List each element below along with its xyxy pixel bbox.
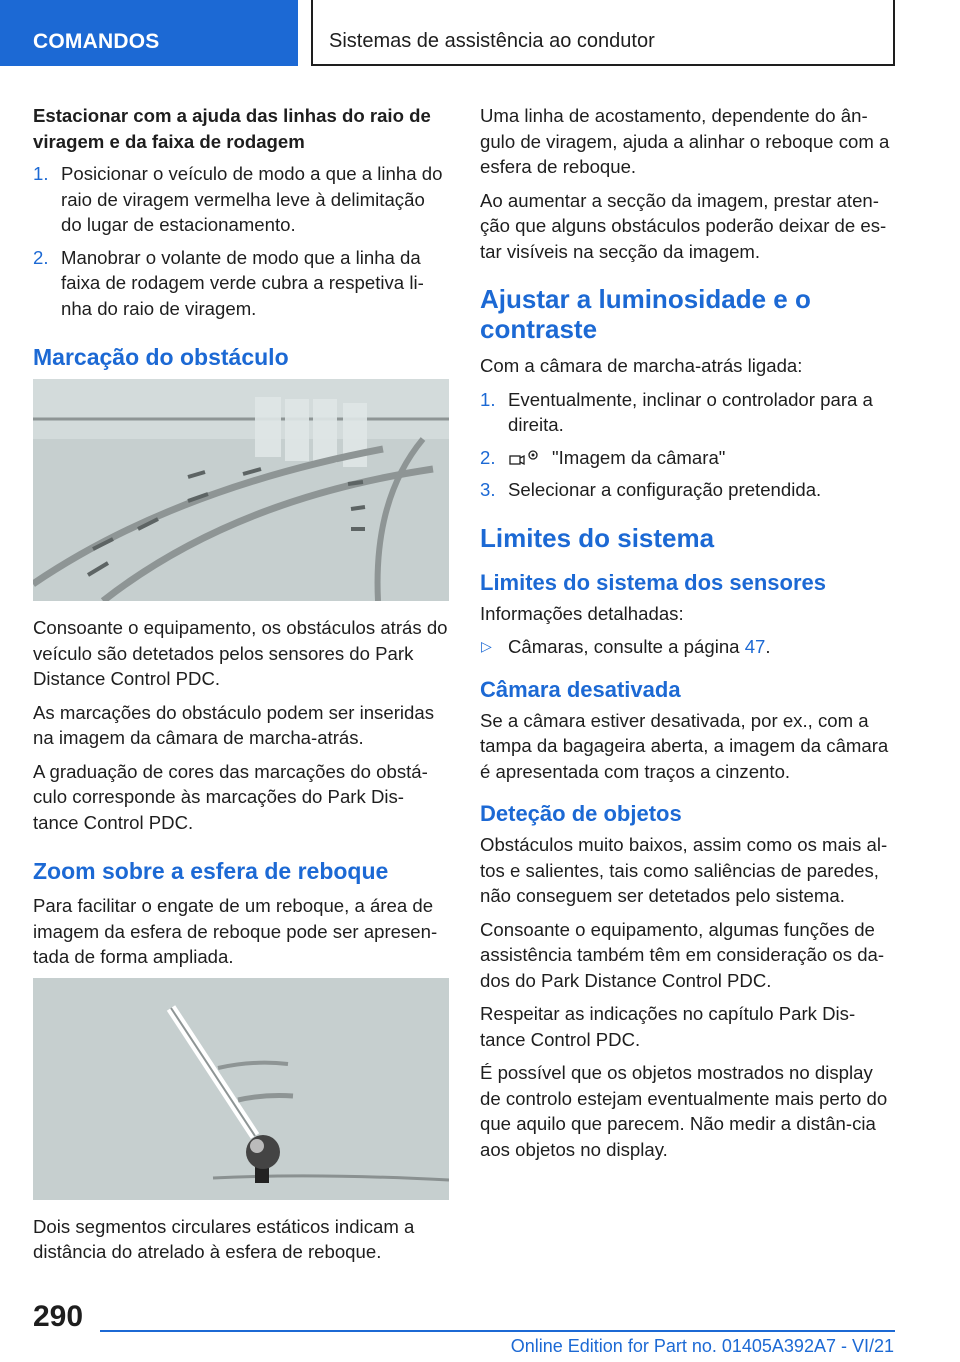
left-column [33,103,449,1273]
brightness-intro: Com a câmara de marcha-atrás ligada: [480,355,803,376]
obstacle-paragraph: A graduação de cores das marcações do obstá-culo corresponde às marcações do Park Dis-tance Control PDC. [33,760,428,833]
section-tab: COMANDOS [0,0,298,66]
obstacle-paragraph: As marcações do obstáculo podem ser inseridas na imagem da câmara de marcha-atrás. [33,701,435,748]
detection-paragraph: Consoante o equipamento, algumas funções de assistência também têm em consideração os da-dos do Park Distance Control PDC. [480,918,885,991]
header-box [311,0,895,66]
zoom-paragraph: Para facilitar o engate de um reboque, a área de imagem da esfera de reboque pode ser apresen-tada de forma ampliada. [33,895,438,967]
step-text: Eventualmente, inclinar o controlador para a direita. [508,388,873,435]
obstacle-heading: Marcação do obstáculo [33,344,289,370]
step-number: 2. [480,446,496,468]
zoom-heading: Zoom sobre a esfera de reboque [33,858,389,884]
camera-settings-icon [508,448,542,468]
chapter-title: Sistemas de assistência ao condutor [329,30,655,52]
triangle-bullet-icon: ▷ [481,638,492,654]
step-number: 1. [33,163,49,184]
footer-edition: Online Edition for Part no. 01405A392A7 - VI/21 [510,1336,894,1356]
bullet-text: Câmaras, consulte a página [508,636,745,657]
detection-paragraph: É possível que os objetos mostrados no display de controlo estejam eventualmente mais perto do que aquilo que parecem. Não medir a distân-cia aos objetos no display. [480,1062,888,1160]
bullet-end: . [765,636,771,657]
camera-off-heading: Câmara desativada [480,676,681,702]
sensor-limits-heading: Limites do sistema dos sensores [480,569,827,595]
step-number: 3. [480,479,496,500]
step-text: Selecionar a configuração pretendida. [508,479,822,500]
step-number: 1. [480,388,496,410]
tow-ball-zoom-figure [33,978,449,1200]
bullet-item [480,634,896,660]
zoom-caption: Dois segmentos circulares estáticos indicam a distância do atrelado à esfera de reboque. [33,1215,415,1262]
list-item [33,245,449,322]
page-link[interactable]: 47 [744,636,766,657]
detection-paragraph: Respeitar as indicações no capítulo Park Dis-tance Control PDC. [480,1003,856,1050]
detection-heading: Deteção de objetos [480,801,682,826]
detection-paragraph: Obstáculos muito baixos, assim como os mais al-tos e salientes, tais como saliências de paredes, não conseguem ser detetados pelo sistema. [480,834,888,906]
parking-subheading: Estacionar com a ajuda das linhas do raio de viragem e da faixa de rodagem [33,105,431,152]
obstacle-paragraph: Consoante o equipamento, os obstáculos atrás do veículo são detetados pelos sensores do Park Distance Control PDC. [33,617,448,689]
step-text: Posicionar o veículo de modo a que a linha do raio de viragem vermelha leve à delimitação do lugar de estacionamento. [61,163,443,235]
step-text: Manobrar o volante de modo que a linha da faixa de rodagem verde cubra a respetiva li-nha do raio de viragem. [61,246,424,319]
list-item [480,445,896,471]
camera-off-text: Se a câmara estiver desativada, por ex., com a tampa da bagageira aberta, a imagem da câmara é apresentada com traços a cinzento. [480,709,889,782]
sensor-limits-intro: Informações detalhadas: [480,602,684,624]
right-column [480,103,896,1170]
intro-paragraph: Uma linha de acostamento, dependente do ân-gulo de viragem, ajuda a alinhar o reboque com a esfera de reboque. [480,105,890,177]
step-text: "Imagem da câmara" [552,446,726,468]
step-number: 2. [33,246,49,268]
list-item [33,161,449,238]
list-item [480,477,896,503]
intro-paragraph: Ao aumentar a secção da imagem, prestar aten-ção que alguns obstáculos poderão deixar de es-tar visíveis na secção da imagem. [480,189,887,262]
list-item [480,387,896,438]
brightness-heading: Ajustar a luminosidade e o contraste [480,284,811,344]
footer-divider [100,1330,895,1332]
page-number: 290 [33,1300,84,1333]
limits-heading: Limites do sistema [480,522,715,553]
obstacle-marking-figure [33,379,449,601]
